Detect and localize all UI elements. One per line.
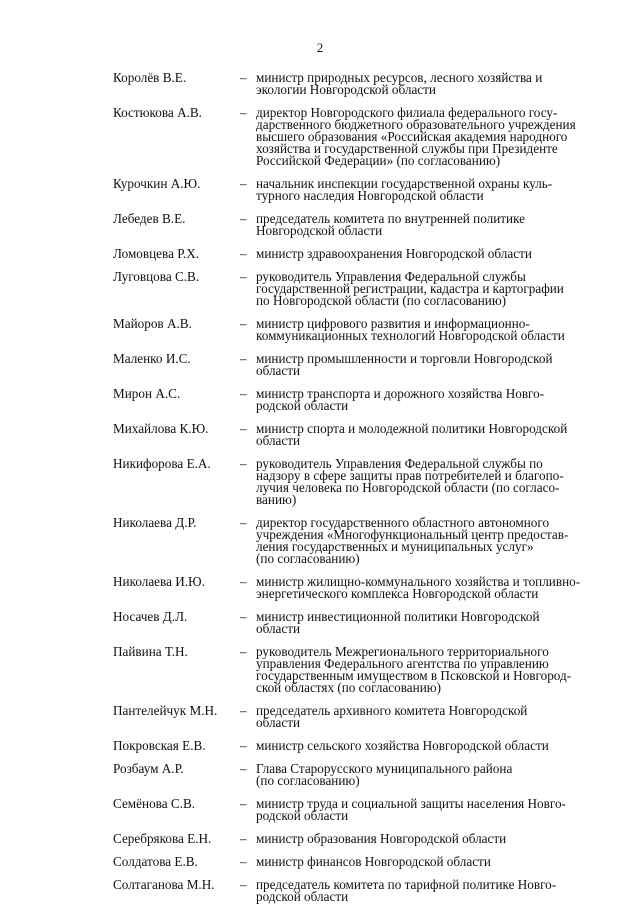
dash-separator: –: [240, 351, 247, 366]
dash-separator: –: [240, 386, 247, 401]
dash-separator: –: [240, 796, 247, 811]
position-line: директор государственного областного автономного: [256, 515, 550, 530]
position-line: министр инвестиционной политики Новгородской: [256, 609, 540, 624]
dash-separator: –: [240, 246, 247, 261]
position-line: государственной регистрации, кадастра и картографии: [256, 281, 564, 296]
position-line: коммуникационных технологий Новгородской области: [256, 328, 565, 343]
member-list: [113, 72, 603, 914]
position-line: области: [256, 363, 301, 378]
member-name: Солдатова Е.В.: [113, 854, 198, 869]
position-line: министр финансов Новгородской области: [256, 854, 491, 869]
position-line: руководитель Управления Федеральной службы: [256, 269, 526, 284]
member-name: Мирон А.С.: [113, 386, 181, 401]
position-line: Российской Федерации» (по согласованию): [256, 153, 501, 168]
position-line: энергетического комплекса Новгородской области: [256, 586, 539, 601]
position-line: (по согласованию): [256, 551, 360, 566]
member-entry: [113, 646, 603, 694]
position-line: надзору в сфере защиты прав потребителей и благопо-: [256, 468, 564, 483]
member-name: Лебедев В.Е.: [113, 211, 186, 226]
dash-separator: –: [240, 456, 247, 471]
position-line: области: [256, 621, 301, 636]
position-line: министр образования Новгородской области: [256, 831, 507, 846]
position-line: министр сельского хозяйства Новгородской области: [256, 738, 549, 753]
position-line: министр природных ресурсов, лесного хозяйства и: [256, 70, 543, 85]
member-position: [256, 213, 603, 237]
member-position: [256, 833, 603, 845]
member-name: Маленко И.С.: [113, 351, 191, 366]
position-line: управления Федерального агентства по управлению: [256, 656, 549, 671]
member-entry: [113, 576, 603, 600]
member-position: [256, 458, 603, 506]
member-name: Майоров А.В.: [113, 316, 192, 331]
dash-separator: –: [240, 316, 247, 331]
member-name: Королёв В.Е.: [113, 70, 187, 85]
member-entry: [113, 248, 603, 260]
dash-separator: –: [240, 211, 247, 226]
dash-separator: –: [240, 854, 247, 869]
member-entry: [113, 178, 603, 202]
member-entry: [113, 705, 603, 729]
member-entry: [113, 213, 603, 237]
position-line: ванию): [256, 492, 297, 507]
member-position: [256, 423, 603, 447]
position-line: директор Новгородского филиала федерального госу-: [256, 105, 558, 120]
member-position: [256, 763, 603, 787]
dash-separator: –: [240, 831, 247, 846]
dash-separator: –: [240, 574, 247, 589]
position-line: руководитель Управления Федеральной службы по: [256, 456, 543, 471]
member-position: [256, 248, 603, 260]
member-position: [256, 178, 603, 202]
member-entry: [113, 517, 603, 565]
position-line: хозяйства и государственной службы при Президенте: [256, 141, 558, 156]
position-line: Новгородской области: [256, 223, 383, 238]
position-line: председатель комитета по тарифной политике Новго-: [256, 877, 557, 892]
member-position: [256, 611, 603, 635]
dash-separator: –: [240, 609, 247, 624]
position-line: начальник инспекции государственной охраны куль-: [256, 176, 553, 191]
position-line: министр транспорта и дорожного хозяйства Новго-: [256, 386, 545, 401]
position-line: экологии Новгородской области: [256, 82, 436, 97]
member-position: [256, 517, 603, 565]
dash-separator: –: [240, 515, 247, 530]
member-name: Покровская Е.В.: [113, 738, 206, 753]
member-position: [256, 318, 603, 342]
dash-separator: –: [240, 703, 247, 718]
member-entry: [113, 879, 603, 903]
member-name: Розбаум А.Р.: [113, 761, 184, 776]
member-entry: [113, 611, 603, 635]
member-name: Серебрякова Е.Н.: [113, 831, 212, 846]
member-position: [256, 705, 603, 729]
dash-separator: –: [240, 421, 247, 436]
position-line: руководитель Межрегионального территориального: [256, 644, 549, 659]
dash-separator: –: [240, 738, 247, 753]
member-name: Луговцова С.В.: [113, 269, 200, 284]
position-line: государственным имуществом в Псковской и Новгород-: [256, 668, 572, 683]
member-name: Николаева Д.Р.: [113, 515, 197, 530]
member-position: [256, 271, 603, 307]
member-name: Никифорова Е.А.: [113, 456, 211, 471]
dash-separator: –: [240, 70, 247, 85]
dash-separator: –: [240, 176, 247, 191]
position-line: турного наследия Новгородской области: [256, 188, 484, 203]
position-line: председатель комитета по внутренней политике: [256, 211, 526, 226]
position-line: высшего образования «Российская академия народного: [256, 129, 568, 144]
position-line: ской областях (по согласованию): [256, 680, 442, 695]
member-name: Пайвина Т.Н.: [113, 644, 188, 659]
position-line: министр промышленности и торговли Новгородской: [256, 351, 553, 366]
member-entry: [113, 271, 603, 307]
member-position: [256, 353, 603, 377]
position-line: дарственного бюджетного образовательного учреждения: [256, 117, 576, 132]
position-line: родской области: [256, 398, 349, 413]
position-line: лучия человека по Новгородской области (по согласо-: [256, 480, 560, 495]
dash-separator: –: [240, 269, 247, 284]
member-position: [256, 576, 603, 600]
position-line: родской области: [256, 808, 349, 823]
dash-separator: –: [240, 877, 247, 892]
member-position: [256, 388, 603, 412]
member-name: Солтаганова М.Н.: [113, 877, 215, 892]
member-name: Курочкин А.Ю.: [113, 176, 201, 191]
position-line: по Новгородской области (по согласованию): [256, 293, 507, 308]
member-position: [256, 107, 603, 167]
member-entry: [113, 740, 603, 752]
member-name: Костюкова А.В.: [113, 105, 202, 120]
position-line: министр цифрового развития и информационно-: [256, 316, 530, 331]
member-entry: [113, 798, 603, 822]
dash-separator: –: [240, 761, 247, 776]
member-position: [256, 72, 603, 96]
member-entry: [113, 353, 603, 377]
position-line: Глава Старорусского муниципального района: [256, 761, 513, 776]
member-name: Ломовцева Р.Х.: [113, 246, 200, 261]
position-line: (по согласованию): [256, 773, 360, 788]
page-number: 2: [316, 40, 324, 55]
position-line: родской области: [256, 889, 349, 904]
member-entry: [113, 318, 603, 342]
member-entry: [113, 423, 603, 447]
position-line: министр спорта и молодежной политики Новгородской: [256, 421, 568, 436]
member-entry: [113, 107, 603, 167]
position-line: учреждения «Многофункциональный центр предостав-: [256, 527, 569, 542]
member-entry: [113, 458, 603, 506]
member-name: Пантелейчук М.Н.: [113, 703, 218, 718]
member-entry: [113, 763, 603, 787]
position-line: министр здравоохранения Новгородской области: [256, 246, 532, 261]
position-line: председатель архивного комитета Новгородской: [256, 703, 528, 718]
member-name: Носачев Д.Л.: [113, 609, 188, 624]
position-line: министр труда и социальной защиты населения Новго-: [256, 796, 566, 811]
position-line: ления государственных и муниципальных услуг»: [256, 539, 534, 554]
member-position: [256, 879, 603, 903]
member-entry: [113, 856, 603, 868]
dash-separator: –: [240, 105, 247, 120]
member-entry: [113, 388, 603, 412]
member-position: [256, 740, 603, 752]
member-position: [256, 856, 603, 868]
member-name: Михайлова К.Ю.: [113, 421, 209, 436]
dash-separator: –: [240, 644, 247, 659]
position-line: области: [256, 433, 301, 448]
position-line: области: [256, 715, 301, 730]
member-name: Николаева И.Ю.: [113, 574, 205, 589]
member-position: [256, 646, 603, 694]
member-position: [256, 798, 603, 822]
member-entry: [113, 72, 603, 96]
member-entry: [113, 833, 603, 845]
position-line: министр жилищно-коммунального хозяйства и топливно-: [256, 574, 581, 589]
member-name: Семёнова С.В.: [113, 796, 196, 811]
